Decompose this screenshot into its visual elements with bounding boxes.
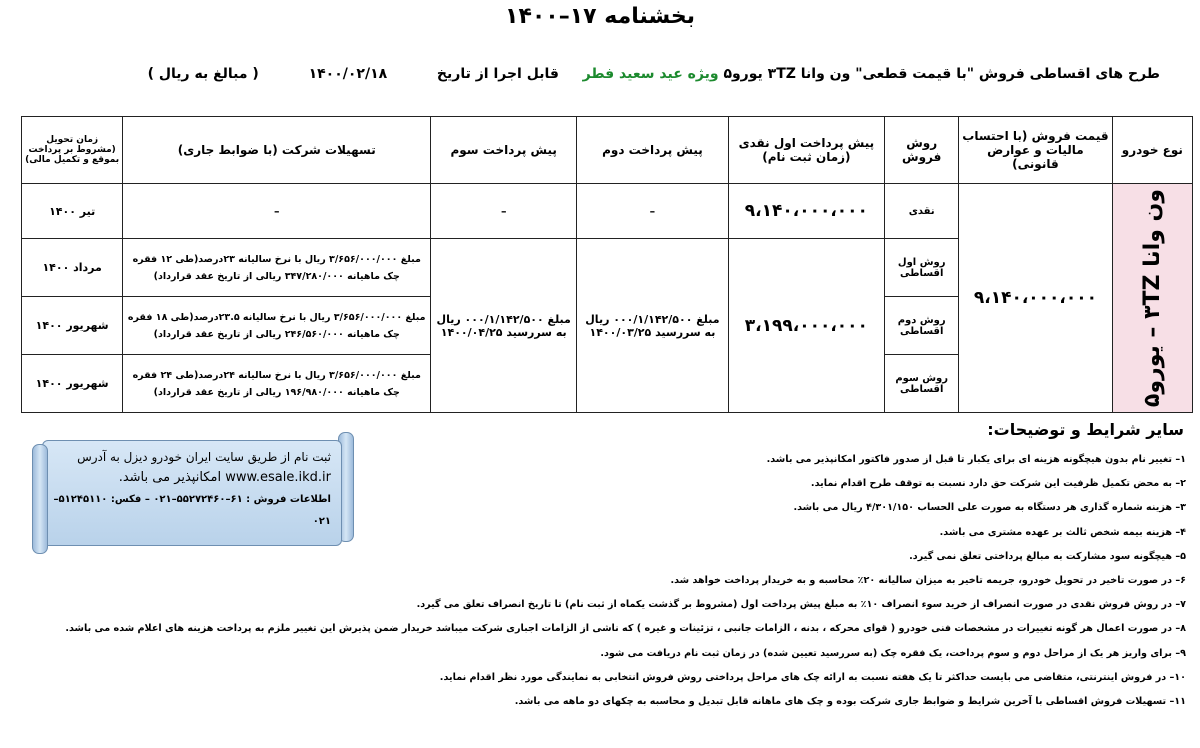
installment-facilities-3: مبلغ ۳/۶۵۶/۰۰۰/۰۰۰ ریال با نرخ سالیانه ۲۴درصد(طی ۲۴ فقره چک ماهیانه ۱۹۶/۹۸۰/۰۰۰ ریالی از تاریخ عقد قرارداد) <box>123 355 431 413</box>
installment-third-payment: مبلغ ۰۰۰/۱/۱۴۲/۵۰۰ ریال به سررسید ۱۴۰۰/۰۴/۲۵ <box>431 239 577 413</box>
cash-third-payment: – <box>431 184 577 239</box>
header-price: قیمت فروش (با احتساب مالیات و عوارض قانونی) <box>959 117 1112 184</box>
installment-facilities-2: مبلغ ۳/۶۵۶/۰۰۰/۰۰۰ ریال با نرخ سالیانه ۲۳.۵درصد(طی ۱۸ فقره چک ماهیانه ۲۴۶/۵۶۰/۰۰۰ ریالی از تاریخ عقد قرارداد) <box>123 297 431 355</box>
header-third-payment: پیش پرداخت سوم <box>431 117 577 184</box>
list-item: ۷– در روش فروش نقدی در صورت انصراف از خرید سوء انصراف ۱۰٪ به مبلغ پیش پرداخت اول (مشروط بر گذشت یکماه از ثبت نام) تا تاریخ انصراف تعلق می گیرد. <box>416 599 1186 611</box>
header-car: نوع خودرو <box>1112 117 1192 184</box>
subtitle-date: ۱۴۰۰/۰۲/۱۸ <box>308 66 388 82</box>
installment-method-3: روش سوم اقساطی <box>885 355 959 413</box>
conditions-title: سایر شرایط و توضیحات: <box>987 420 1184 439</box>
cash-method: نقدی <box>885 184 959 239</box>
table-row <box>22 184 1193 239</box>
subtitle-plan: طرح های اقساطی فروش "با قیمت قطعی" ون وانا ۳TZ یورو۵ <box>723 66 1160 82</box>
plan-subtitle <box>148 66 1160 82</box>
car-name-cell <box>1112 184 1192 413</box>
list-item: ۶– در صورت تاخیر در تحویل خودرو، جریمه تاخیر به میزان سالیانه ۲۰٪ محاسبه و به خریدار پرداخت خواهد شد. <box>670 574 1186 586</box>
notice-website: www.esale.ikd.ir امکانپذیر می باشد. <box>118 470 331 485</box>
header-delivery: زمان تحویل (مشروط بر پرداخت بموقع و تکمیل مالی) <box>22 117 123 184</box>
list-item: ۲– به محض تکمیل ظرفیت این شرکت حق دارد نسبت به توقف طرح اقدام نماید. <box>810 478 1186 490</box>
header-method: روش فروش <box>885 117 959 184</box>
list-item: ۹– برای واریز هر یک از مراحل دوم و سوم پرداخت، یک فقره چک (به سررسید تعیین شده) در زمان ثبت نام دریافت می شود. <box>600 647 1186 659</box>
scroll-roll-left <box>32 444 48 554</box>
subtitle-effective-label: قابل اجرا از تاریخ <box>436 66 559 82</box>
pricing-table <box>21 116 1193 413</box>
cash-first-payment: ۹،۱۴۰،۰۰۰،۰۰۰ <box>728 184 885 239</box>
cash-second-payment: – <box>577 184 728 239</box>
notice-line-1: ثبت نام از طریق سایت ایران خودرو دیزل به آدرس <box>77 450 331 464</box>
list-item: ۱۰– در فروش اینترنتی، متقاضی می بایست حداکثر تا یک هفته نسبت به ارائه چک های مراحل پرداختی روش فروش انتخابی به نمایندگی مورد نظر اقدام نماید. <box>439 671 1186 683</box>
installment-first-payment: ۳،۱۹۹،۰۰۰،۰۰۰ <box>728 239 885 413</box>
installment-facilities-1: مبلغ ۳/۶۵۶/۰۰۰/۰۰۰ ریال با نرخ سالیانه ۲۳درصد(طی ۱۲ فقره چک ماهیانه ۳۴۷/۲۸۰/۰۰۰ ریالی از تاریخ عقد قرارداد) <box>123 239 431 297</box>
car-name: ون وانا ۳TZ – یورو۵ <box>1139 188 1165 408</box>
subtitle-unit: ( مبالغ به ریال ) <box>147 66 259 82</box>
cash-delivery: تیر ۱۴۰۰ <box>22 184 123 239</box>
header-facilities: تسهیلات شرکت (با ضوابط جاری) <box>123 117 431 184</box>
installment-delivery-1: مرداد ۱۴۰۰ <box>22 239 123 297</box>
installment-method-2: روش دوم اقساطی <box>885 297 959 355</box>
registration-notice <box>32 432 354 554</box>
list-item: ۱۱– تسهیلات فروش اقساطی با آخرین شرایط و ضوابط جاری شرکت بوده و چک های ماهانه قابل تبدیل و محاسبه به چکهای دو ماهه می باشد. <box>514 695 1186 707</box>
list-item: ۸– در صورت اعمال هر گونه تغییرات در مشخصات فنی خودرو ( قوای محرکه ، بدنه ، الزامات جانبی ، تزئینات و غیره ) که ناشی از الزامات اجباری شرکت میباشد خریدار ضمن پذیرش این تغییر ملزم به پرداخت هزینه های اعلام شده می باشد. <box>65 623 1186 635</box>
installment-delivery-3: شهریور ۱۴۰۰ <box>22 355 123 413</box>
notice-body <box>42 440 342 546</box>
cash-facilities: – <box>123 184 431 239</box>
header-second-payment: پیش پرداخت دوم <box>577 117 728 184</box>
subtitle-highlight: ویژه عید سعید فطر <box>582 66 719 82</box>
table-header-row <box>22 117 1193 184</box>
installment-method-1: روش اول اقساطی <box>885 239 959 297</box>
notice-contact: اطلاعات فروش : ۶۱–۵۵۲۷۲۴۶۰–۰۲۱ – فکس: ۵۱۲۴۵۱۱۰–۰۲۱ <box>53 494 331 527</box>
list-item: ۳– هزینه شماره گذاری هر دستگاه به صورت علی الحساب ۴/۳۰۱/۱۵۰ ریال می باشد. <box>793 502 1186 514</box>
installment-second-payment: مبلغ ۰۰۰/۱/۱۴۲/۵۰۰ ریال به سررسید ۱۴۰۰/۰۳/۲۵ <box>577 239 728 413</box>
list-item: ۵– هیچگونه سود مشارکت به مبالغ پرداختی تعلق نمی گیرد. <box>909 550 1186 562</box>
page-title: بخشنامه ۱۷–۱۴۰۰ <box>505 4 695 29</box>
list-item: ۱– تغییر نام بدون هیچگونه هزینه ای برای یکبار تا قبل از صدور فاکتور امکانپذیر می باشد. <box>766 454 1186 465</box>
installment-delivery-2: شهریور ۱۴۰۰ <box>22 297 123 355</box>
header-first-payment: پیش پرداخت اول نقدی (زمان ثبت نام) <box>728 117 885 184</box>
price-cell: ۹،۱۴۰،۰۰۰،۰۰۰ <box>959 184 1112 413</box>
list-item: ۴– هزینه بیمه شخص ثالث بر عهده مشتری می باشد. <box>939 526 1186 538</box>
